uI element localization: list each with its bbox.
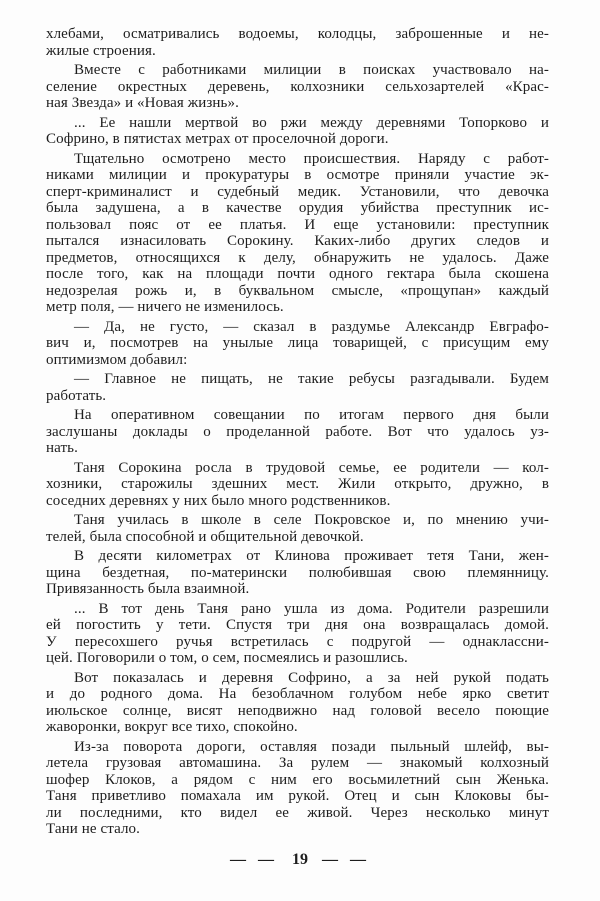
text-line: В десяти километрах от Клинова проживает тетя Тани, жен- bbox=[74, 548, 549, 564]
text-line: Привязанность была взаимной. bbox=[46, 581, 250, 597]
paragraph bbox=[46, 371, 549, 404]
paragraph bbox=[46, 739, 549, 838]
text-line: жаворонки, вокруг все тихо, спокойно. bbox=[46, 719, 298, 735]
text-line: Тани не стало. bbox=[46, 821, 141, 837]
paragraph bbox=[46, 62, 549, 112]
text-line: цей. Поговорили о том, о сем, посмеялись и разошлись. bbox=[46, 650, 408, 666]
text-line: ... В тот день Таня рано ушла из дома. Родители разрешили bbox=[74, 600, 549, 617]
text-line: селение окрестных деревень, колхозники сельхозартелей «Крас- bbox=[46, 78, 549, 95]
text-line: Вот показалась и деревня Софрино, а за ней рукой подать bbox=[74, 669, 549, 686]
footer-right-dashes: — — bbox=[322, 851, 370, 868]
text-line: после того, как на площади почти одного гектара была скошена bbox=[46, 266, 549, 282]
text-line: пользовал пояс от ее платья. И еще установили: преступник bbox=[46, 216, 549, 233]
text-line: шофер Клоков, а рядом с ним его восьмилетний сын Женька. bbox=[46, 771, 549, 788]
text-line: соседних деревнях у них было много родственников. bbox=[46, 492, 391, 509]
paragraph bbox=[46, 460, 549, 510]
text-line: работать. bbox=[46, 387, 107, 404]
paragraph bbox=[46, 115, 549, 148]
text-line: Таня приветливо помахала им рукой. Отец и сын Клоковы бы- bbox=[46, 788, 549, 804]
text-line: недозрелая рожь и, в буквальном смысле, «прощупан» каждый bbox=[46, 282, 549, 299]
text-line: Тщательно осмотрено место происшествия. Наряду с работ- bbox=[74, 150, 549, 167]
text-line: ли последними, кто видел ее живой. Через несколько минут bbox=[46, 804, 549, 821]
page-number: 19 bbox=[292, 851, 308, 868]
text-line: Софрино, в пятистах метрах от проселочной дороги. bbox=[46, 131, 389, 147]
paragraph bbox=[46, 151, 549, 316]
text-line: жилые строения. bbox=[46, 42, 156, 59]
text-line: заслушаны доклады о проделанной работе. Вот что удалось уз- bbox=[46, 423, 549, 440]
text-line: — Да, не густо, — сказал в раздумье Александр Евграфо- bbox=[74, 318, 549, 335]
text-line: нать. bbox=[46, 440, 78, 456]
footer-left-dashes: — — bbox=[230, 851, 278, 868]
paragraph bbox=[46, 26, 549, 59]
body-text bbox=[46, 26, 549, 838]
text-line: Таня Сорокина росла в трудовой семье, ее родители — кол- bbox=[74, 459, 549, 476]
text-line: хозники, старожилы здешних мест. Жили открыто, дружно, в bbox=[46, 476, 549, 492]
text-line: — Главное не пищать, не такие ребусы разгадывали. Будем bbox=[74, 371, 549, 387]
text-line: Вместе с работниками милиции в поисках участвовало на- bbox=[74, 62, 549, 78]
text-line: предметов, относящихся к делу, обнаружить не удалось. Даже bbox=[46, 249, 549, 266]
text-line: щина бездетная, по-матерински полюбившая свою племянницу. bbox=[46, 564, 549, 581]
text-line: пытался изнасиловать Сорокину. Каких-либо других следов и bbox=[46, 233, 549, 249]
text-line: была задушена, а в качестве орудия убийства преступник ис- bbox=[46, 200, 549, 216]
text-line: Таня училась в школе в селе Покровское и, по мнению учи- bbox=[74, 512, 549, 528]
text-line: вич и, посмотрев на унылые лица товарищей, с присущим ему bbox=[46, 335, 549, 351]
text-line: и до родного дома. На безоблачном голубом небе ярко светит bbox=[46, 686, 549, 702]
paragraph bbox=[46, 601, 549, 667]
text-line: У пересохшего ручья встретилась с подругой — однаклассни- bbox=[46, 633, 549, 650]
text-line: телей, была способной и общительной девочкой. bbox=[46, 528, 364, 545]
page-footer bbox=[0, 851, 600, 869]
text-line: никами милиции и прокуратуры в осмотре приняли участие эк- bbox=[46, 167, 549, 183]
text-line: хлебами, осматривались водоемы, колодцы, заброшенные и не- bbox=[46, 26, 549, 42]
paragraph bbox=[46, 407, 549, 457]
paragraph bbox=[46, 512, 549, 545]
paragraph bbox=[46, 548, 549, 598]
text-line: ей погостить у тети. Спустя три дня она возвращалась домой. bbox=[46, 617, 549, 633]
text-line: летела грузовая автомашина. За рулем — знакомый колхозный bbox=[46, 755, 549, 771]
text-line: сперт-криминалист и судебный медик. Установили, что девочка bbox=[46, 183, 549, 200]
text-line: Из-за поворота дороги, оставляя позади пыльный шлейф, вы- bbox=[74, 738, 549, 755]
paragraph bbox=[46, 670, 549, 736]
text-line: ... Ее нашли мертвой во ржи между деревнями Топорково и bbox=[74, 114, 549, 131]
text-line: метр поля, — ничего не изменилось. bbox=[46, 299, 284, 315]
text-line: июльское солнце, висят неподвижно над головой весело поющие bbox=[46, 702, 549, 719]
paragraph bbox=[46, 319, 549, 369]
text-line: На оперативном совещании по итогам первого дня были bbox=[74, 407, 549, 423]
text-line: оптимизмом добавил: bbox=[46, 351, 188, 368]
text-line: ная Звезда» и «Новая жизнь». bbox=[46, 95, 239, 111]
